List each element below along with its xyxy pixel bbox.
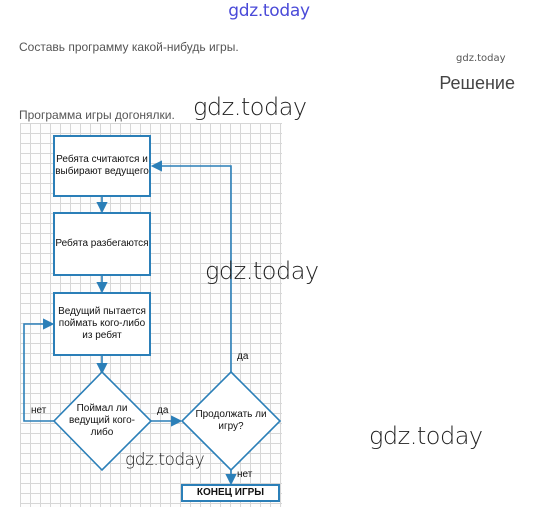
watermark-2: gdz.today (205, 257, 319, 285)
task-text: Составь программу какой-нибудь игры. (19, 40, 239, 54)
watermark-top: gdz.today (228, 1, 310, 21)
label-yes-top: да (237, 351, 249, 362)
decision-continue-text: Продолжать ли игру? (195, 409, 267, 432)
label-no-left: нет (31, 405, 47, 416)
flow-block-count: Ребята считаются и выбирают ведущего (53, 135, 151, 197)
end-block: КОНЕЦ ИГРЫ (181, 484, 280, 502)
watermark-1: gdz.today (193, 93, 307, 121)
flow-block-scatter: Ребята разбегаются (53, 212, 151, 276)
solution-heading: Решение (439, 73, 515, 93)
figure-caption: Программа игры догонялки. (19, 108, 175, 122)
watermark-3: gdz.today (369, 422, 483, 450)
decision-caught-text: Поймал ли ведущий кого-либо (69, 403, 135, 438)
label-no-bottom: нет (237, 469, 253, 480)
watermark-4: gdz.today (125, 450, 205, 470)
label-yes-mid: да (157, 405, 169, 416)
watermark-small: gdz.today (456, 53, 506, 64)
flow-block-chase: Ведущий пытается поймать кого-либо из ребят (53, 292, 151, 356)
